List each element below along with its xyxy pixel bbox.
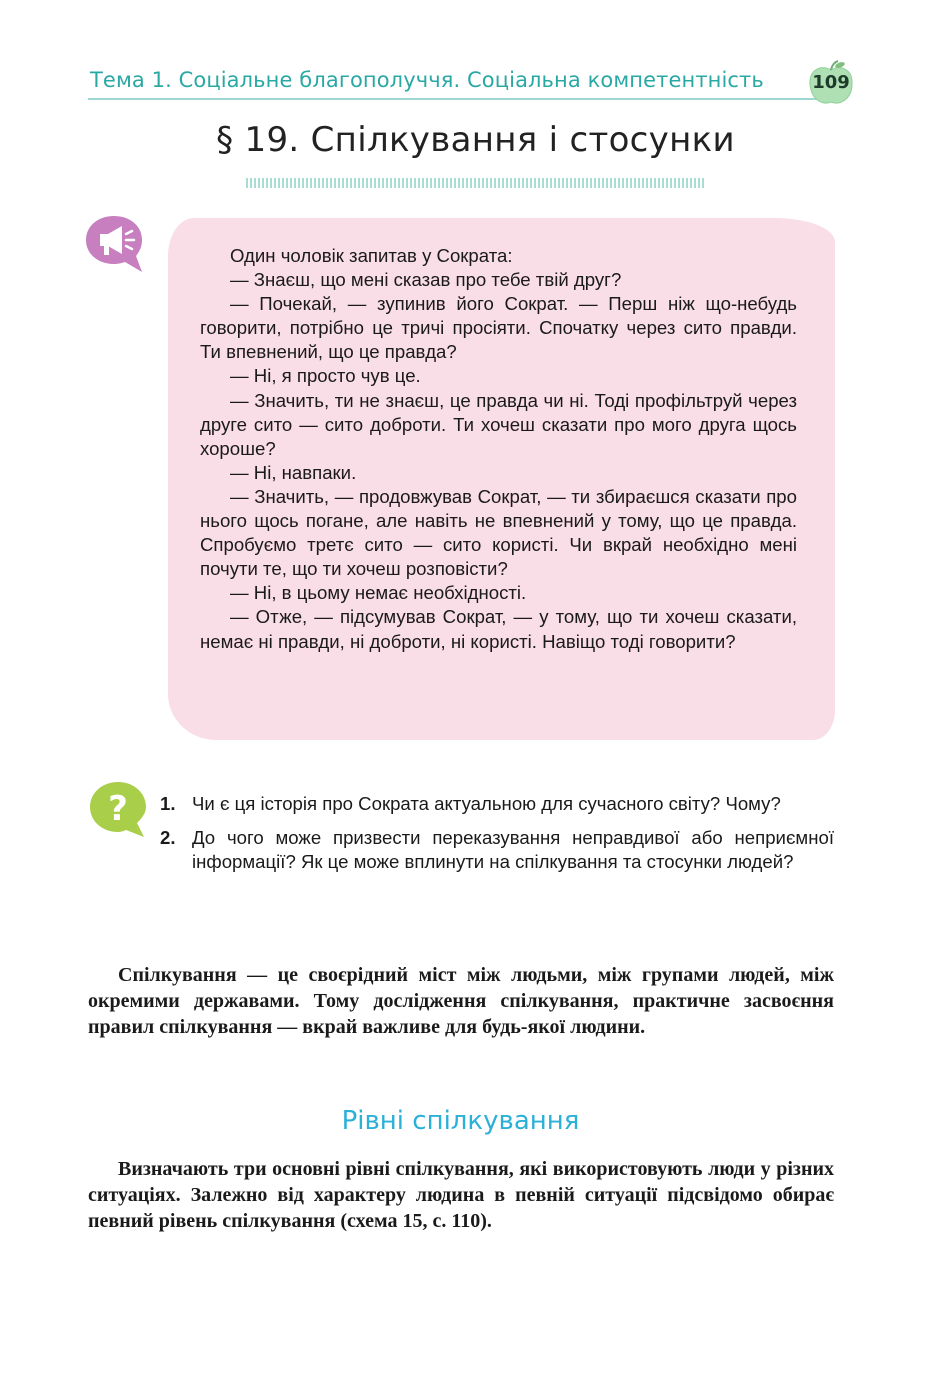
question-number: 2. xyxy=(160,827,176,849)
story-line: — Значить, ти не знаєш, це правда чи ні. Тоді профільтруй через друге сито — сито доброти. Ти хочеш сказати про мого друга щось хороше? xyxy=(200,389,797,459)
story-line: — Отже, — підсумував Сократ, — у тому, що ти хочеш сказати, немає ні правди, ні доброти, ні користі. Навіщо тоді говорити? xyxy=(200,606,797,652)
section-title: § 19. Спілкування і стосунки xyxy=(216,120,735,160)
question-icon xyxy=(88,780,148,838)
svg-text:?: ? xyxy=(108,789,128,829)
page-number: 109 xyxy=(812,72,850,93)
page-number-badge xyxy=(805,60,857,108)
story-line: — Почекай, — зупинив його Сократ. — Перш ніж що-небудь говорити, потрібно це тричі просіяти. Спочатку через сито правди. Ти впевнений, що це правда? xyxy=(200,293,797,363)
paragraph-text: Спілкування — це своєрідний міст між людьми, між групами людей, між окремими державами. Тому дослідження спілкування, практичне засвоєння правил спілкування — вкрай важливе для будь-якої людини. xyxy=(88,964,834,1039)
story-line: Один чоловік запитав у Сократа: xyxy=(230,245,513,266)
question-text: Чи є ця історія про Сократа актуальною для сучасного світу? Чому? xyxy=(192,793,781,814)
megaphone-icon xyxy=(84,214,148,274)
question-text: До чого може призвести переказування неправдивої або неприємної інформації? Як це може вплинути на спілкування та стосунки людей? xyxy=(192,827,834,873)
story-line: — Знаєш, що мені сказав про тебе твій друг? xyxy=(230,269,622,291)
header-title: Тема 1. Соціальне благополуччя. Соціальна компетентність xyxy=(90,68,764,92)
body-paragraph xyxy=(88,962,834,1041)
story-line: — Ні, навпаки. xyxy=(230,461,357,483)
story-line: — Ні, в цьому немає необхідності. xyxy=(230,582,527,604)
question-item xyxy=(158,792,834,816)
story-line: — Ні, я просто чув це. xyxy=(230,365,421,387)
title-decoration xyxy=(246,178,706,188)
subheading: Рівні спілкування xyxy=(341,1106,580,1136)
question-number: 1. xyxy=(160,793,176,814)
body-paragraph xyxy=(88,1156,834,1235)
story-text xyxy=(200,244,797,654)
questions xyxy=(158,792,834,884)
paragraph-text: Визначають три основні рівні спілкування, які використовують люди у різних ситуаціях. Залежно від характеру людина в певній ситуації підсвідомо обирає певний рівень спілкування (схема 15, с. 110). xyxy=(88,1158,834,1233)
story-line: — Значить, — продовжував Сократ, — ти збираєшся сказати про нього щось погане, але навіть не впевнений у тому, що це правда. Спробуємо третє сито — сито користі. Чи вкрай необхідно мені почути те, що ти хочеш розповісти? xyxy=(200,485,797,580)
question-item xyxy=(158,826,834,874)
header-rule xyxy=(88,98,828,100)
